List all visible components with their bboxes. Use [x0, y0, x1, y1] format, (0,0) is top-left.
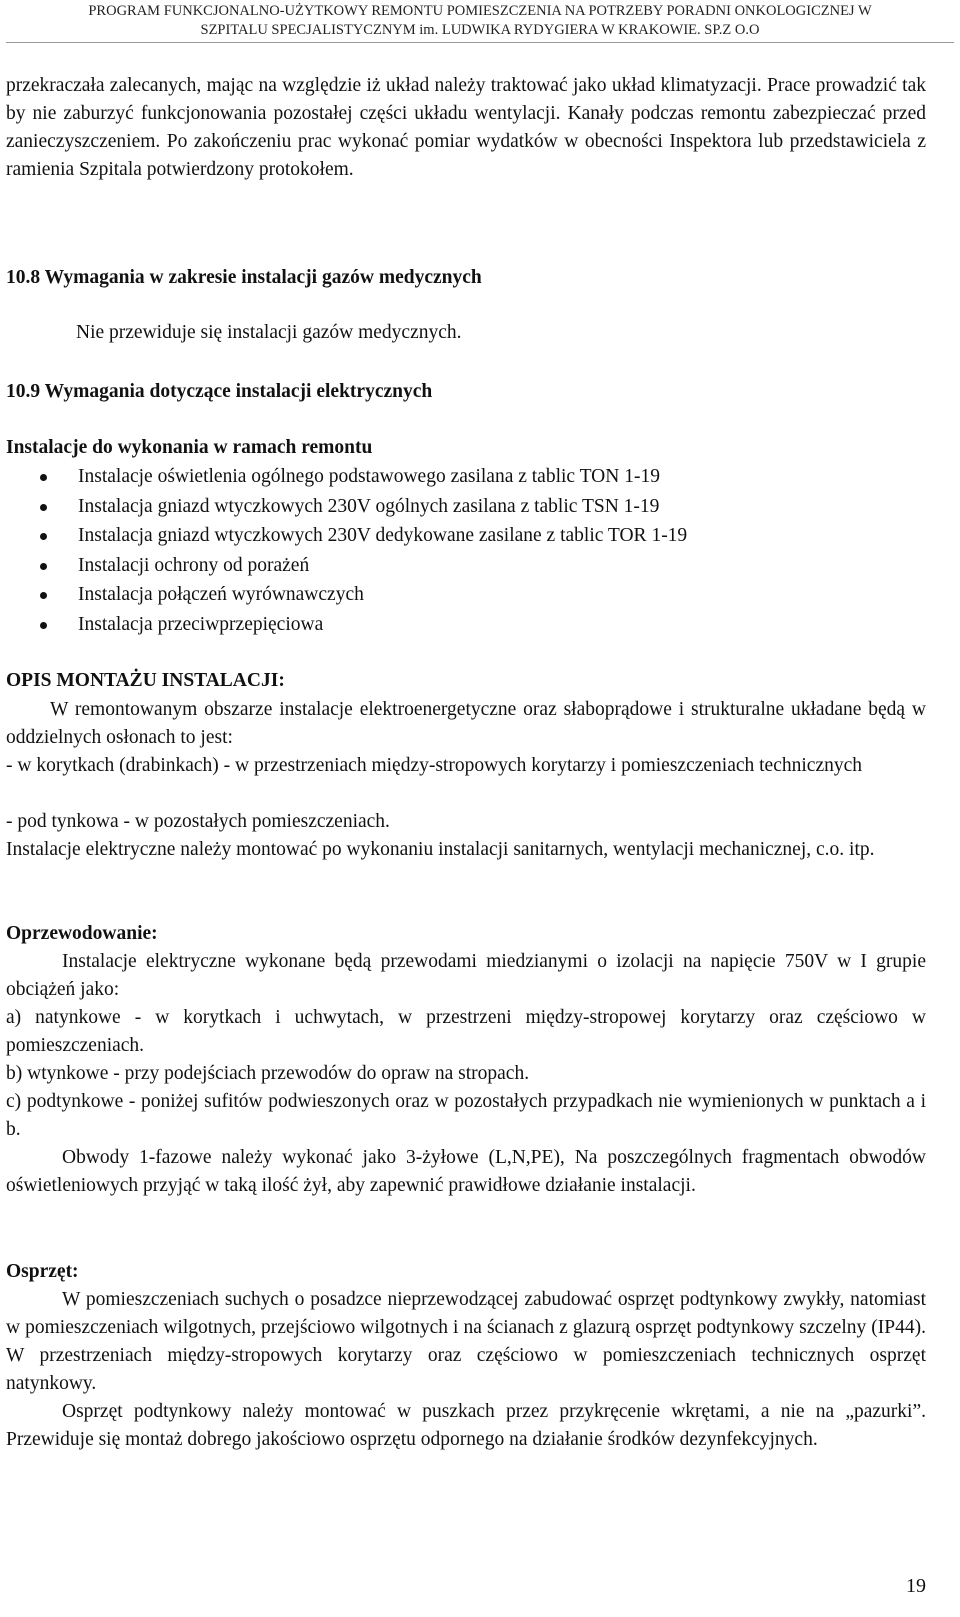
- section-10-9-title: 10.9 Wymagania dotyczące instalacji elektrycznych: [6, 381, 433, 402]
- bullet-icon: [40, 504, 47, 511]
- oprzewodowanie-item-a: a) natynkowe - w korytkach i uchwytach, w przestrzeni między-stropowej korytarzy oraz częściowo w pomieszczeniach.: [6, 1007, 926, 1056]
- header-line-2: SZPITALU SPECJALISTYCZNYM im. LUDWIKA RYDYGIERA W KRAKOWIE. SP.Z O.O: [200, 22, 760, 38]
- bullet-icon: [40, 592, 47, 599]
- list-item: Instalacje oświetlenia ogólnego podstawowego zasilana z tablic TON 1-19: [6, 462, 926, 492]
- opis-title: OPIS MONTAŻU INSTALACJI:: [6, 670, 285, 691]
- section-10-8-title: 10.8 Wymagania w zakresie instalacji gazów medycznych: [6, 267, 482, 288]
- opis-paragraph-2: - w korytkach (drabinkach) - w przestrzeniach między-stropowych korytarzy i pomieszczeniach technicznych: [6, 755, 863, 776]
- list-item: Instalacja przeciwprzepięciowa: [6, 610, 926, 640]
- list-item: Instalacja połączeń wyrównawczych: [6, 580, 926, 610]
- oprzewodowanie-item-b: b) wtynkowe - przy podejściach przewodów do opraw na stropach.: [6, 1063, 530, 1084]
- osprzet-paragraph-2: Osprzęt podtynkowy należy montować w puszkach przez przykręcenie wkrętami, a nie na „pazurki”. Przewiduje się montaż dobrego jakościowo osprzętu odpornego na działanie środków dezynfekcyjnych.: [6, 1401, 926, 1450]
- page-number: 19: [906, 1575, 926, 1597]
- header-divider: [6, 42, 954, 43]
- list-item: Instalacji ochrony od porażeń: [6, 551, 926, 581]
- bullet-icon: [40, 563, 47, 570]
- bullet-icon: [40, 622, 47, 629]
- section-10-8-text: Nie przewiduje się instalacji gazów medycznych.: [76, 322, 462, 343]
- page-header: [0, 2, 960, 40]
- list-item: Instalacja gniazd wtyczkowych 230V dedykowane zasilane z tablic TOR 1-19: [6, 521, 926, 551]
- opis-paragraph-3: - pod tynkowa - w pozostałych pomieszczeniach.: [6, 811, 390, 832]
- oprzewodowanie-title: Oprzewodowanie:: [6, 923, 158, 944]
- intro-paragraph: przekraczała zalecanych, mając na względzie iż układ należy traktować jako układ klimatyzacji. Prace prowadzić tak by nie zaburzyć funkcjonowania pozostałej części układu wentylacji. Kanały podczas remontu zabezpieczać przed zanieczyszczeniem. Po zakończeniu prac wykonać pomiar wydatków w obecności Inspektora lub przedstawiciela z ramienia Szpitala potwierdzony protokołem.: [6, 75, 926, 180]
- opis-paragraph-4: Instalacje elektryczne należy montować po wykonaniu instalacji sanitarnych, wentylacji mechanicznej, c.o. itp.: [6, 839, 875, 860]
- osprzet-paragraph-1: W pomieszczeniach suchych o posadzce nieprzewodzącej zabudować osprzęt podtynkowy zwykły, natomiast w pomieszczeniach wilgotnych, przejściowo wilgotnych i na ścianach z glazurą osprzęt podtynkowy szczelny (IP44). W przestrzeniach między-stropowych korytarzy oraz częściowo w pomieszczeniach technicznych osprzęt natynkowy.: [6, 1289, 926, 1394]
- oprzewodowanie-paragraph-2: Obwody 1-fazowe należy wykonać jako 3-żyłowe (L,N,PE), Na poszczególnych fragmentach obwodów oświetleniowych przyjąć w taką ilość żył, aby zapewnić prawidłowe działanie instalacji.: [6, 1147, 926, 1196]
- header-line-1: PROGRAM FUNKCJONALNO-UŻYTKOWY REMONTU POMIESZCZENIA NA POTRZEBY PORADNI ONKOLOGICZNEJ W: [88, 3, 872, 19]
- scope-title: Instalacje do wykonania w ramach remontu: [6, 437, 373, 458]
- list-item: Instalacja gniazd wtyczkowych 230V ogólnych zasilana z tablic TSN 1-19: [6, 492, 926, 522]
- opis-paragraph-1: W remontowanym obszarze instalacje elektroenergetyczne oraz słaboprądowe i strukturalne układane będą w oddzielnych osłonach to jest:: [6, 699, 926, 748]
- scope-list: [6, 462, 926, 639]
- bullet-icon: [40, 474, 47, 481]
- osprzet-title: Osprzęt:: [6, 1261, 79, 1282]
- bullet-icon: [40, 533, 47, 540]
- oprzewodowanie-paragraph-1: Instalacje elektryczne wykonane będą przewodami miedzianymi o izolacji na napięcie 750V w I grupie obciążeń jako:: [6, 951, 926, 1000]
- oprzewodowanie-item-c: c) podtynkowe - poniżej sufitów podwieszonych oraz w pozostałych przypadkach nie wymienionych w punktach a i b.: [6, 1091, 926, 1140]
